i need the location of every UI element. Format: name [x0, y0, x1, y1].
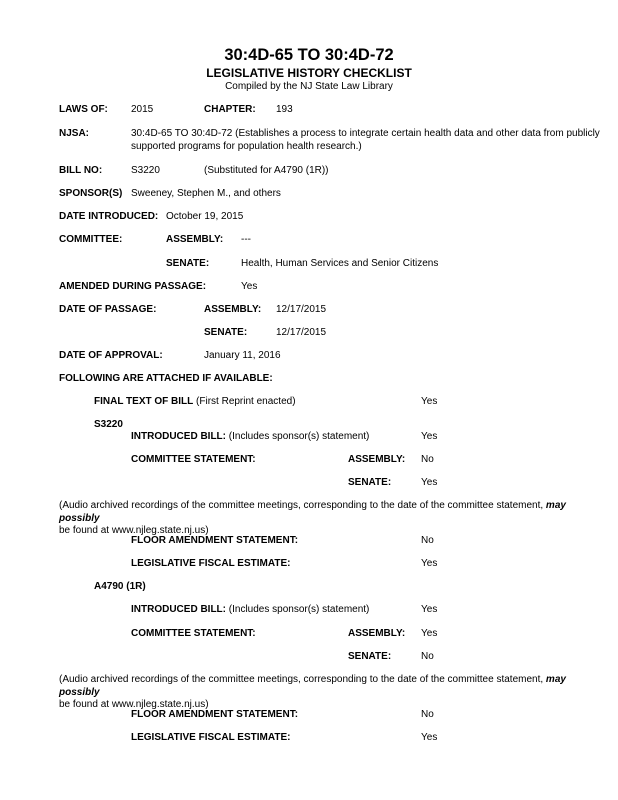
s3220-introduced-row: [131, 431, 369, 442]
approval-value: January 11, 2016: [204, 350, 281, 361]
njsa-label: NJSA:: [59, 128, 90, 139]
a4790-introduced-note: (Includes sponsor(s) statement): [226, 604, 370, 615]
a4790-floor-label: FLOOR AMENDMENT STATEMENT:: [131, 709, 299, 720]
s3220-senate-label: SENATE:: [348, 477, 392, 488]
committee-senate-label: SENATE:: [166, 258, 210, 269]
bill-no-value: S3220: [131, 165, 160, 176]
a4790-floor-value: No: [421, 709, 434, 720]
a4790-assembly-label: ASSEMBLY:: [348, 628, 406, 639]
a4790-senate-value: No: [421, 651, 434, 662]
audio-note-part2: be found at www.njleg.state.nj.us): [59, 525, 209, 536]
final-text-label: FINAL TEXT OF BILL: [94, 396, 194, 407]
a4790-introduced-label: INTRODUCED BILL:: [131, 604, 226, 615]
chapter-label: CHAPTER:: [204, 104, 256, 115]
committee-senate-value: Health, Human Services and Senior Citizens: [241, 258, 439, 269]
sponsors-label: SPONSOR(S): [59, 188, 123, 199]
bill-no-label: BILL NO:: [59, 165, 103, 176]
s3220-floor-value: No: [421, 535, 434, 546]
njsa-value: 30:4D-65 TO 30:4D-72 (Establishes a process to integrate certain health data and other data from publicly supported programs for population health research.): [131, 128, 600, 152]
s3220-introduced-label: INTRODUCED BILL:: [131, 431, 226, 442]
audio-note-part1: (Audio archived recordings of the committee meetings, corresponding to the date of the committee statement,: [59, 674, 546, 685]
s3220-committee-statement-label: COMMITTEE STATEMENT:: [131, 454, 256, 465]
passage-assembly-label: ASSEMBLY:: [204, 304, 262, 315]
a4790-fiscal-value: Yes: [421, 732, 438, 743]
final-text-value: Yes: [421, 396, 438, 407]
a4790-assembly-value: Yes: [421, 628, 438, 639]
a4790-fiscal-label: LEGISLATIVE FISCAL ESTIMATE:: [131, 732, 291, 743]
a4790-heading: A4790 (1R): [94, 581, 146, 592]
s3220-floor-label: FLOOR AMENDMENT STATEMENT:: [131, 535, 299, 546]
a4790-introduced-value: Yes: [421, 604, 438, 615]
date-introduced-label: DATE INTRODUCED:: [59, 211, 159, 222]
audio-note-emphasis: may possibly: [59, 674, 566, 698]
compiled-by: Compiled by the NJ State Law Library: [225, 81, 393, 92]
s3220-introduced-note: (Includes sponsor(s) statement): [226, 431, 370, 442]
audio-note-part1: (Audio archived recordings of the committee meetings, corresponding to the date of the committee statement,: [59, 500, 546, 511]
approval-label: DATE OF APPROVAL:: [59, 350, 163, 361]
committee-assembly-label: ASSEMBLY:: [166, 234, 224, 245]
laws-of-label: LAWS OF:: [59, 104, 108, 115]
s3220-introduced-value: Yes: [421, 431, 438, 442]
a4790-senate-label: SENATE:: [348, 651, 392, 662]
s3220-assembly-label: ASSEMBLY:: [348, 454, 406, 465]
final-text-note: (First Reprint enacted): [193, 396, 296, 407]
laws-of-value: 2015: [131, 104, 154, 115]
s3220-fiscal-label: LEGISLATIVE FISCAL ESTIMATE:: [131, 558, 291, 569]
s3220-fiscal-value: Yes: [421, 558, 438, 569]
chapter-value: 193: [276, 104, 293, 115]
s3220-audio-note: [59, 500, 609, 538]
passage-senate-label: SENATE:: [204, 327, 248, 338]
a4790-audio-note: [59, 674, 609, 712]
bill-substituted: (Substituted for A4790 (1R)): [204, 165, 329, 176]
committee-assembly-value: ---: [241, 234, 251, 245]
passage-label: DATE OF PASSAGE:: [59, 304, 157, 315]
audio-note-emphasis: may possibly: [59, 500, 566, 524]
audio-note-part2: be found at www.njleg.state.nj.us): [59, 699, 209, 710]
s3220-assembly-value: No: [421, 454, 434, 465]
final-text-row: [94, 396, 296, 407]
amended-value: Yes: [241, 281, 258, 292]
page-title: 30:4D-65 TO 30:4D-72: [224, 46, 394, 64]
passage-senate-value: 12/17/2015: [276, 327, 327, 338]
page-subtitle: LEGISLATIVE HISTORY CHECKLIST: [206, 66, 412, 80]
a4790-introduced-row: [131, 604, 369, 615]
a4790-committee-statement-label: COMMITTEE STATEMENT:: [131, 628, 256, 639]
date-introduced-value: October 19, 2015: [166, 211, 244, 222]
committee-label: COMMITTEE:: [59, 234, 123, 245]
sponsors-value: Sweeney, Stephen M., and others: [131, 188, 281, 199]
amended-label: AMENDED DURING PASSAGE:: [59, 281, 207, 292]
s3220-heading: S3220: [94, 419, 123, 430]
s3220-senate-value: Yes: [421, 477, 438, 488]
attached-heading: FOLLOWING ARE ATTACHED IF AVAILABLE:: [59, 373, 273, 384]
passage-assembly-value: 12/17/2015: [276, 304, 327, 315]
